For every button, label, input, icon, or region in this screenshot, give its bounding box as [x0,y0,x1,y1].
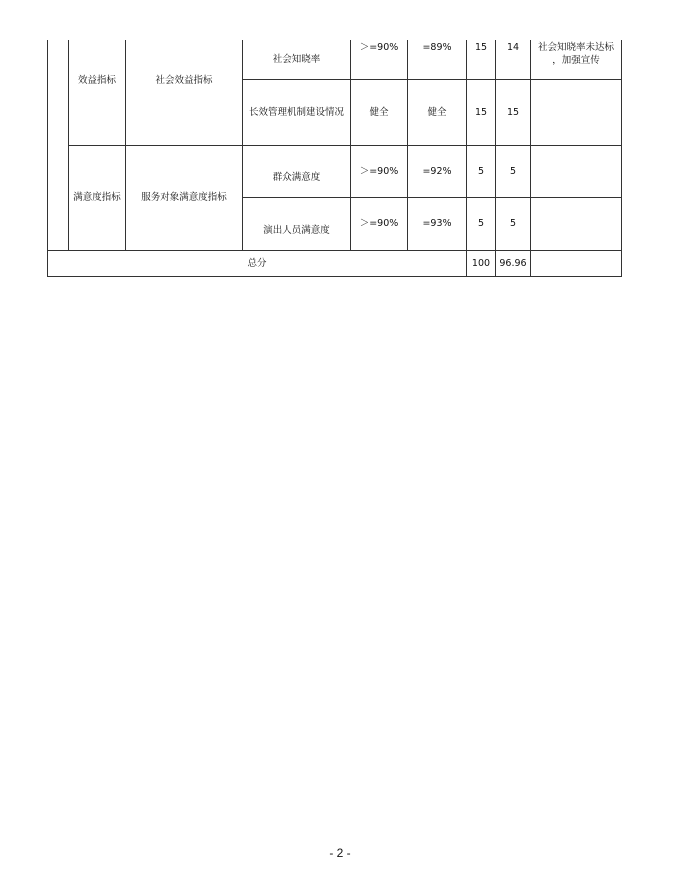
table-cell-indicator: 群众满意度 [272,172,321,183]
table-row-line [47,250,622,251]
table-total-label: 总分 [247,258,267,269]
table-cell-remark: ，加强宣传 [552,55,600,66]
table-total-weight: 100 [471,258,491,269]
page-number: - 2 - [329,846,351,860]
table-border-right [621,40,622,276]
table-cell-actual: =92% [422,166,452,177]
table-row-line [242,79,622,80]
table-cell-score: 5 [509,166,517,177]
table-cell-level2: 服务对象满意度指标 [141,192,227,203]
table-cell-weight: 5 [477,218,485,229]
table-cell-score: 15 [506,107,520,118]
table-border-bottom [47,276,622,277]
table-cell-target: ＞=90% [359,218,399,229]
table-row-line [242,197,622,198]
table-cell-target: ＞=90% [359,42,399,53]
table-border-left [47,40,48,276]
table-cell-target: 健全 [369,107,389,118]
performance-table [0,0,680,300]
table-row-line [68,145,622,146]
table-cell-remark: 社会知晓率未达标 [537,42,614,53]
table-total-score: 96.96 [499,258,527,269]
table-col-line [530,40,531,276]
table-col-line [495,40,496,276]
table-cell-level1: 效益指标 [77,75,116,86]
table-cell-weight: 15 [474,42,488,53]
table-cell-weight: 15 [474,107,488,118]
table-cell-level2: 社会效益指标 [155,75,213,86]
table-cell-actual: =89% [422,42,452,53]
table-cell-indicator: 社会知晓率 [272,54,321,65]
table-cell-score: 5 [509,218,517,229]
table-col-line [466,40,467,276]
table-cell-weight: 5 [477,166,485,177]
table-cell-indicator: 演出人员满意度 [263,225,330,236]
table-cell-actual: =93% [422,218,452,229]
table-cell-score: 14 [506,42,520,53]
table-cell-indicator: 长效管理机制建设情况 [248,107,344,118]
table-cell-target: ＞=90% [359,166,399,177]
table-cell-actual: 健全 [427,107,447,118]
table-cell-level1: 满意度指标 [73,192,121,203]
